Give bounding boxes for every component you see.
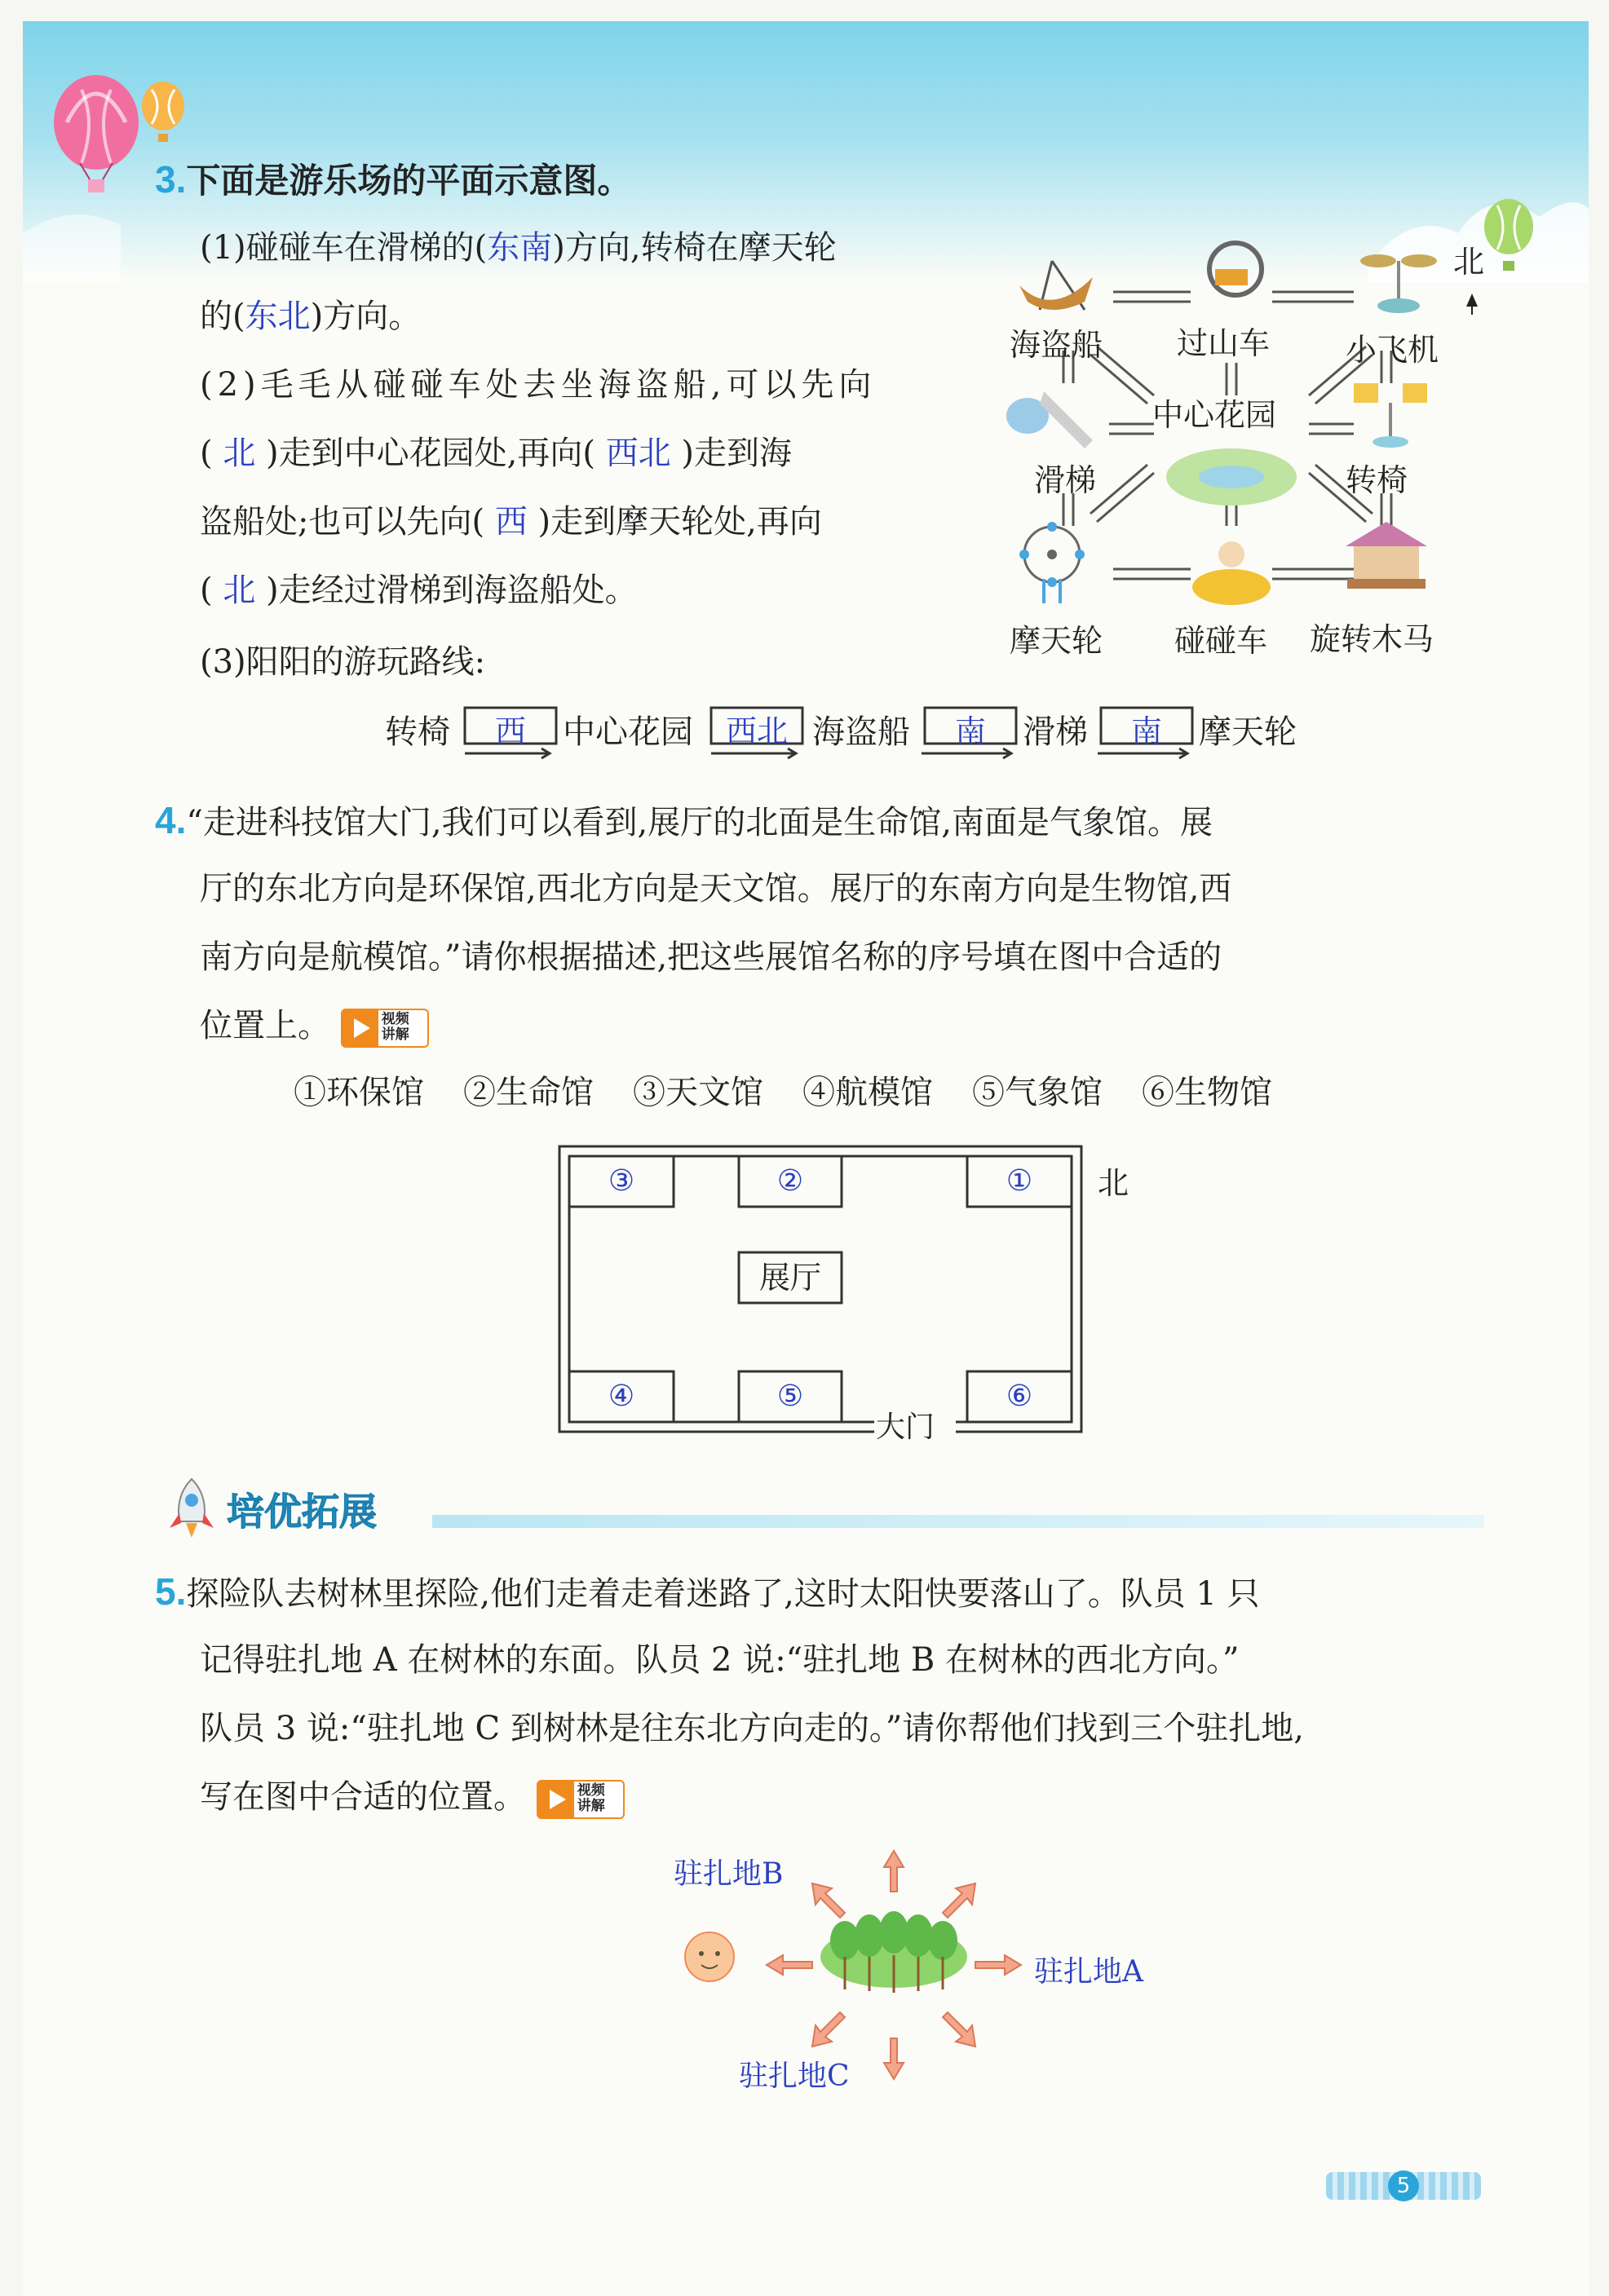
map-label: 小飞机: [1346, 332, 1439, 368]
hall-slot[interactable]: ①: [1006, 1164, 1033, 1198]
answer-field[interactable]: 东北: [245, 298, 311, 335]
route-stop: 摩天轮: [1199, 713, 1297, 751]
q3-part2-line4: ( 北 )走经过滑梯到海盗船处。: [200, 572, 638, 609]
hall-slot[interactable]: ②: [776, 1164, 804, 1198]
q4-line4: 位置上。 视频 讲解: [200, 991, 429, 1060]
carousel-icon: [1346, 522, 1427, 589]
q4-line2: 厅的东北方向是环保馆,西北方向是天文馆。展厅的东南方向是生物馆,西: [200, 870, 1232, 907]
question-number: 4.: [155, 799, 187, 841]
north-label: 北: [1098, 1165, 1129, 1201]
map-label: 旋转木马: [1310, 621, 1434, 657]
ferris-wheel-icon: [1019, 522, 1085, 603]
map-label: 碰碰车: [1174, 623, 1268, 659]
answer-field[interactable]: 西: [494, 503, 528, 541]
q3-part1-line2: 的(东北)方向。: [200, 298, 422, 335]
route-answer[interactable]: 南: [954, 713, 986, 749]
hall-slot[interactable]: ⑥: [1006, 1380, 1033, 1413]
answer-field[interactable]: 北: [223, 572, 256, 609]
route-answer[interactable]: 西北: [725, 713, 788, 749]
route-stop: 转椅: [385, 713, 450, 751]
page-number: 5: [1388, 2170, 1419, 2201]
option-item: ②生命馆: [463, 1074, 594, 1111]
camp-b-label[interactable]: 驻扎地B: [674, 1857, 784, 1891]
north-arrow-icon: [1466, 294, 1478, 307]
option-item: ⑥生物馆: [1142, 1074, 1272, 1111]
small-plane-icon: [1360, 254, 1437, 313]
q4-line1: 4.“走进科技馆大门,我们可以看到,展厅的北面是生命馆,南面是气象馆。展: [155, 799, 1213, 841]
map-label: 海盗船: [1010, 327, 1103, 363]
play-icon: [343, 1010, 378, 1046]
sun-icon: [685, 1932, 734, 1981]
map-label: 过山车: [1177, 325, 1271, 361]
map-label: 摩天轮: [1010, 623, 1103, 659]
video-explain-button[interactable]: 视频 讲解: [537, 1780, 625, 1819]
map-label: 转椅: [1346, 462, 1408, 498]
q5-line3: 队员 3 说:“驻扎地 C 到树林是往东北方向走的。”请你帮他们找到三个驻扎地,: [200, 1710, 1305, 1747]
gate-label: 大门: [876, 1411, 935, 1444]
q5-line4: 写在图中合适的位置。 视频 讲解: [200, 1763, 625, 1831]
route-stop: 中心花园: [563, 713, 693, 751]
route-stop: 海盗船: [812, 713, 910, 751]
option-item: ①环保馆: [294, 1074, 424, 1111]
hall-slot[interactable]: ⑤: [776, 1380, 804, 1413]
hall-slot[interactable]: ③: [608, 1164, 635, 1198]
option-item: ④航模馆: [802, 1074, 933, 1111]
roller-coaster-icon: [1209, 243, 1262, 295]
section-divider: [432, 1515, 1484, 1528]
bumper-car-icon: [1192, 541, 1271, 605]
slide-icon: [1006, 391, 1093, 448]
q3-part2-line3: 盗船处;也可以先向( 西 )走到摩天轮处,再向: [200, 503, 822, 541]
hall-slot[interactable]: ④: [608, 1380, 635, 1413]
route-answer[interactable]: 西: [494, 713, 526, 749]
camp-a-label[interactable]: 驻扎地A: [1034, 1955, 1143, 1989]
question-number: 5.: [155, 1570, 187, 1613]
forest-icon: [820, 1911, 967, 1993]
route-answer[interactable]: 南: [1130, 713, 1162, 749]
rocket-icon: [163, 1476, 220, 1541]
answer-field[interactable]: 西北: [605, 435, 671, 472]
q3-part1-line1: (1)碰碰车在滑梯的(东南)方向,转椅在摩天轮: [200, 229, 837, 267]
q5-line1: 5.探险队去树林里探险,他们走着走着迷路了,这时太阳快要落山了。队员 1 只: [155, 1570, 1260, 1613]
central-garden-icon: [1166, 448, 1297, 506]
q4-line3: 南方向是航模馆。”请你根据描述,把这些展馆名称的序号填在图中合适的: [200, 938, 1222, 976]
pirate-ship-icon: [1019, 261, 1093, 310]
route-stop: 滑梯: [1023, 713, 1088, 751]
play-icon: [538, 1782, 574, 1817]
q4-options: [294, 1066, 1272, 1113]
answer-field[interactable]: 北: [223, 435, 256, 472]
amusement-park-map: [995, 228, 1501, 669]
swivel-chair-icon: [1354, 383, 1427, 448]
video-explain-button[interactable]: 视频 讲解: [341, 1009, 429, 1048]
route-arrows: [457, 701, 1207, 766]
question-number: 3.: [155, 158, 187, 201]
camp-c-label[interactable]: 驻扎地C: [739, 2060, 850, 2093]
option-item: ⑤气象馆: [972, 1074, 1103, 1111]
q3-part3: (3)阳阳的游玩路线:: [200, 643, 486, 681]
map-label: 滑梯: [1034, 462, 1097, 498]
answer-field[interactable]: 东南: [487, 229, 553, 267]
hall-center-label: 展厅: [758, 1260, 821, 1296]
question-title: 下面是游乐场的平面示意图。: [186, 161, 632, 201]
map-north-label: 北: [1453, 244, 1485, 280]
q3-part2-line1: (2)毛毛从碰碰车处去坐海盗船,可以先向: [200, 366, 877, 404]
map-label: 中心花园: [1152, 397, 1277, 433]
option-item: ③天文馆: [633, 1074, 763, 1111]
q3-part2-line2: ( 北 )走到中心花园处,再向( 西北 )走到海: [200, 435, 793, 472]
q5-line2: 记得驻扎地 A 在树林的东面。队员 2 说:“驻扎地 B 在树林的西北方向。”: [200, 1641, 1240, 1679]
section-title: 培优拓展: [227, 1490, 377, 1534]
